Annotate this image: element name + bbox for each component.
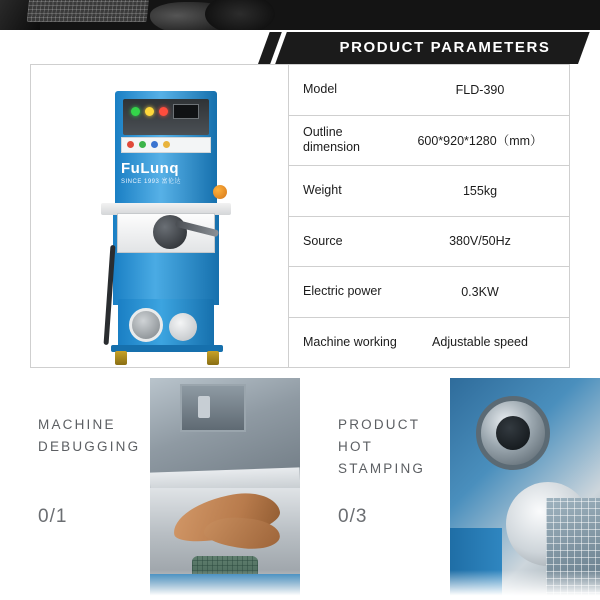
param-key: Machine working [303,334,397,349]
param-value: 600*920*1280（mm） [417,134,543,149]
gallery-label-line2: DEBUGGING [38,439,141,454]
gallery-label [38,414,140,458]
param-key: Electric power [303,284,382,299]
strip-shape-right [205,0,275,30]
param-value: FLD-390 [455,82,505,97]
param-key: Weight [303,183,342,198]
gallery-photo-hot-stamping [150,378,300,600]
param-value: 0.3KW [461,284,499,299]
machine-knob [213,185,227,199]
gallery-photo-rollers [450,378,600,600]
param-value: 380V/50Hz [449,234,511,249]
photo-press-bolt [198,396,210,418]
strip-mesh-texture [27,0,150,22]
parameters-panel [30,64,570,368]
photo-blue-body [150,574,300,600]
brand-subtext: SINCE 1993 富伦达 [121,179,182,185]
param-value: Adjustable speed [432,335,528,350]
panel-button-yellow [163,141,170,148]
param-key: Source [303,233,343,248]
table-row [289,318,569,368]
machine-wheel-small [169,313,197,341]
machine-wheel-large [129,308,163,342]
param-value: 155kg [462,183,498,198]
machine-brand-logo [121,161,213,187]
param-key: Outline dimension [303,125,360,155]
gallery-strip [0,378,600,600]
brand-text: FuLunq [121,160,179,177]
param-key: Model [303,82,338,97]
photo-press-head [180,384,246,432]
indicator-led-yellow [145,107,154,116]
machine-caster-right [207,351,219,365]
gallery-number: 0/3 [338,506,368,527]
indicator-led-red [159,107,168,116]
gallery-caption-product-hot-stamping [300,378,450,600]
gallery-caption-machine-debugging [0,378,150,600]
machine-illustration [91,85,241,353]
photo-blue-frame [450,528,502,600]
gallery-label-line1: MACHINE [38,417,116,432]
product-photo [31,65,289,367]
banner-title: PRODUCT PARAMETERS [339,39,551,56]
table-row [289,217,569,268]
panel-button-green [139,141,146,148]
machine-pressing-head [153,215,187,249]
table-row [289,267,569,318]
table-row [289,166,569,217]
table-row [289,116,569,167]
machine-caster-left [115,351,127,365]
top-decorative-strip [0,0,600,30]
indicator-led-green [131,107,140,116]
panel-button-red [127,141,134,148]
machine-display [173,104,199,119]
gallery-number: 0/1 [38,506,68,527]
machine-base [111,345,223,352]
gallery-label-line1: PRODUCT [338,417,421,432]
panel-button-blue [151,141,158,148]
table-row [289,65,569,116]
section-banner [258,32,578,64]
photo-mesh-guard [546,498,600,600]
parameters-table [289,65,569,367]
photo-roller-core [496,416,530,450]
gallery-label [338,414,450,480]
gallery-label-line2: HOT STAMPING [338,439,426,476]
